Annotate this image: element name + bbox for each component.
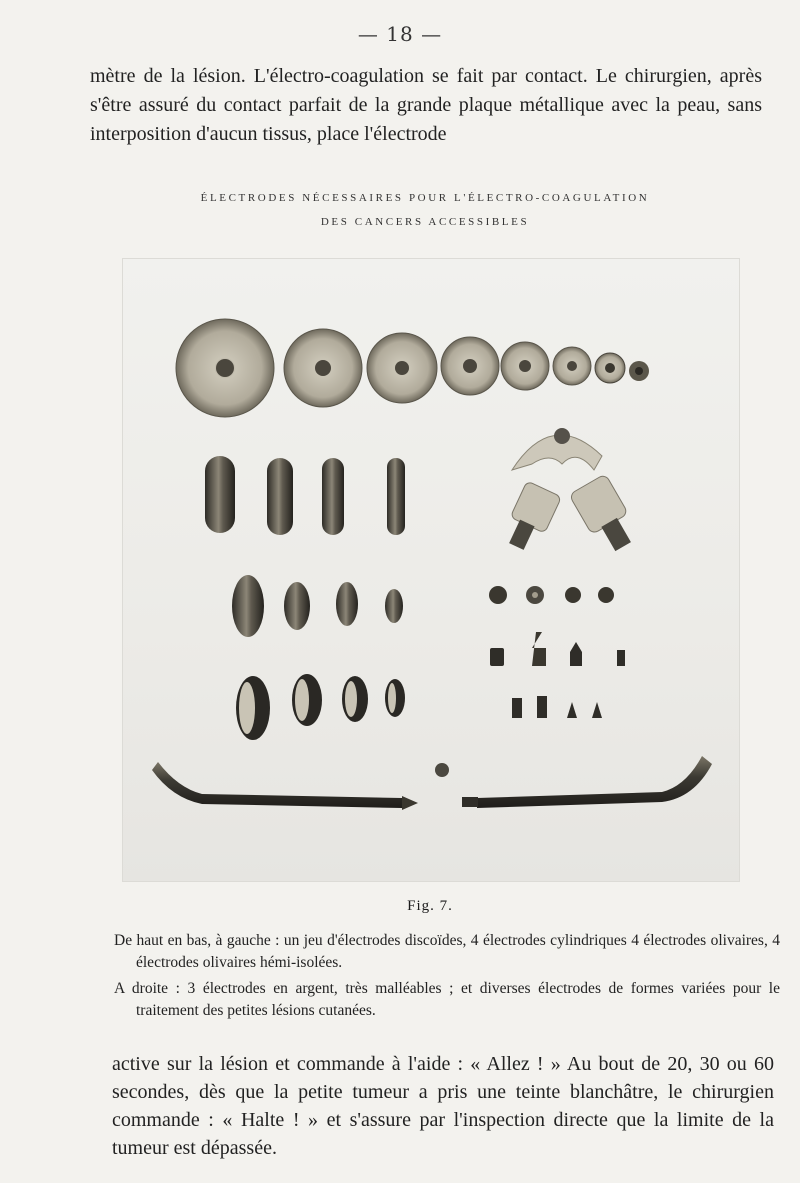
- silver-electrodes: [500, 428, 641, 557]
- electrode-handles: [152, 756, 712, 810]
- bottom-paragraph: active sur la lésion et commande à l'aide : « Allez ! » Au bout de 20, 30 ou 60 secondes, dès que la petite tumeur a pris une teinte blanchâtre, le chirurgien commande : « Halte ! » et s'assure par l'inspection directe que la limite de la tumeur est dépassée.: [112, 1053, 774, 1159]
- olivary-electrodes: [232, 575, 403, 637]
- discoid-electrodes: [176, 319, 649, 417]
- figure-title: [130, 186, 720, 234]
- small-electrodes: [435, 586, 625, 777]
- top-paragraph: mètre de la lésion. L'électro-coagulation se fait par contact. Le chirurgien, après s'être assuré du contact parfait de la grande plaque métallique avec la peau, sans interposition d'aucun tissus, place l'électrode: [90, 65, 762, 145]
- electrodes-photograph: [122, 258, 740, 882]
- figure-title-line-1: ÉLECTRODES NÉCESSAIRES POUR L'ÉLECTRO-COAGULATION: [200, 192, 650, 204]
- figure-legend: [114, 930, 780, 1026]
- page-number: — 18 —: [357, 22, 443, 46]
- figure-title-line-2: DES CANCERS ACCESSIBLES: [320, 216, 530, 228]
- figure-label: Fig. 7.: [407, 898, 453, 914]
- hemi-isolated-electrodes: [236, 674, 405, 740]
- electrodes-illustration: [122, 258, 740, 882]
- legend-right: A droite : 3 électrodes en argent, très malléables ; et diverses électrodes de formes variées pour le traitement des petites lésions cutanées.: [114, 980, 780, 1019]
- cylindrical-electrodes: [205, 456, 405, 535]
- legend-left: De haut en bas, à gauche : un jeu d'électrodes discoïdes, 4 électrodes cylindriques 4 électrodes olivaires, 4 électrodes olivaires hémi-isolées.: [114, 932, 780, 971]
